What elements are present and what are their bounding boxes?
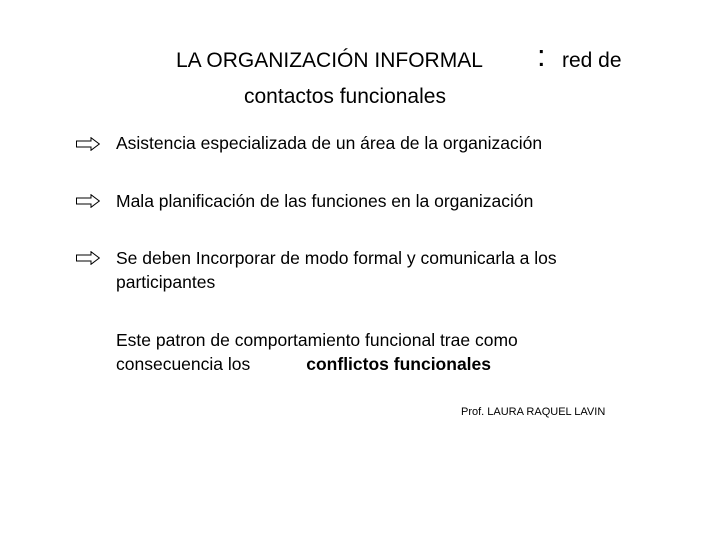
paragraph-line: Este patron de comportamiento funcional trae como <box>116 330 518 350</box>
conclusion-paragraph <box>116 328 518 376</box>
bullet-item <box>116 189 533 213</box>
bullet-item <box>116 246 557 294</box>
title-subtitle: contactos funcionales <box>244 85 446 108</box>
paragraph-prefix: consecuencia los <box>116 354 251 374</box>
outlined-arrow-icon <box>76 137 100 151</box>
title-colon: : <box>537 38 546 73</box>
bullet-item <box>116 131 542 155</box>
title-main: LA ORGANIZACIÓN INFORMAL <box>176 49 483 72</box>
outlined-arrow-icon <box>76 251 100 265</box>
bullet-line: Asistencia especializada de un área de la organización <box>116 133 543 153</box>
bullet-line: participantes <box>116 272 216 292</box>
outlined-arrow-icon <box>76 194 100 208</box>
paragraph-line <box>116 352 518 376</box>
bullet-line: Se deben Incorporar de modo formal y comunicarla a los <box>116 248 557 268</box>
title-rest: red de <box>562 49 622 72</box>
paragraph-emphasis: conflictos funcionales <box>306 354 491 374</box>
bullet-line: Mala planificación de las funciones en la organización <box>116 191 534 211</box>
author-credit: Prof. LAURA RAQUEL LAVIN <box>461 406 606 418</box>
